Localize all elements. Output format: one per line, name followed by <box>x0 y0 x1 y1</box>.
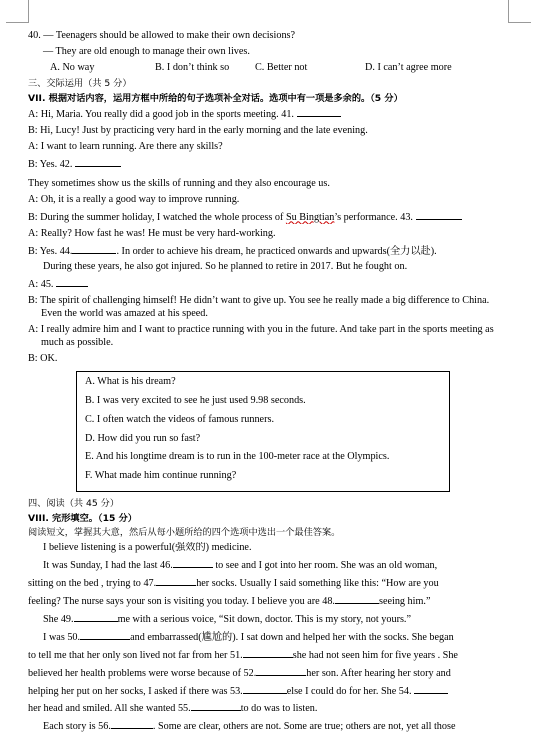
q40-option-c[interactable]: C. Better not <box>255 61 308 73</box>
answer-blank-51[interactable] <box>243 648 293 658</box>
section4-title: 四、阅读（共 45 分） <box>28 497 120 509</box>
passage-p2-line1: It was Sunday, I had the last 46. to see and I got into her room. She was an old woman, <box>43 559 438 571</box>
dialogue-narration: During these years, he also got injured. So he planned to retire in 2017. But he fought on. <box>43 261 408 273</box>
answer-blank-50[interactable] <box>80 630 130 640</box>
passage-p5: Each story is 56. . Some are clear, others are not. Some are true; others are not, yet all those <box>43 721 456 733</box>
dialogue-line-a6: A: I really admire him and I want to practice running with you in the future. And take part in the sports meeting as much as possible. <box>28 324 494 348</box>
passage-p4-line4: helping her put on her socks, I asked if there was 53. else I could do for her. She 54. <box>28 684 506 699</box>
dialogue-line-b4: B: Yes. 44. . In order to achieve his dream, he practiced onwards and upwards(全力以赴). <box>28 245 437 257</box>
answer-blank-56[interactable] <box>111 719 153 729</box>
box-option-d: D. How did you run so fast? <box>85 432 201 444</box>
q40-option-a[interactable]: A. No way <box>50 61 95 73</box>
answer-blank-53[interactable] <box>243 684 287 694</box>
q40-option-b[interactable]: B. I don’t think so <box>155 61 230 73</box>
passage-p4-line5: her head and smiled. All she wanted 55. to do was to listen. <box>28 703 318 715</box>
dialogue-line-b6: B: OK. <box>28 352 58 364</box>
box-option-b: B. I was very excited to see he just used 9.98 seconds. <box>85 395 306 407</box>
box-option-e: E. And his longtime dream is to run in the 100-meter race at the Olympics. <box>85 451 390 463</box>
passage-p4-line2: to tell me that her only son lived not far from her 51. she had not seen him for five years . She <box>28 649 458 661</box>
passage-p3: She 49. me with a serious voice, “Sit down, doctor. This is my story, not yours.” <box>43 613 411 625</box>
passage-p1: I believe listening is a powerful(强效的) medicine. <box>43 542 252 553</box>
q40-options <box>28 62 506 75</box>
passage-p2-line3: feeling? The nurse says your son is visiting you today. I believe you are 48. seeing him.” <box>28 595 431 607</box>
section8-heading: VIII. 完形填空。（15 分） <box>28 512 137 524</box>
answer-blank-55[interactable] <box>191 701 241 711</box>
answer-blank-43[interactable] <box>416 210 462 220</box>
answer-blank-52[interactable] <box>256 666 306 676</box>
answer-blank-47[interactable] <box>156 576 196 586</box>
passage-p2-line2: sitting on the bed , trying to 47. her socks. Usually I said something like this: “How are you <box>28 577 439 589</box>
answer-blank-49[interactable] <box>74 612 118 622</box>
box-option-a: A. What is his dream? <box>85 376 176 388</box>
dialogue-line-a5: A: 45. <box>28 277 506 292</box>
dialogue-line-b2: B: Yes. 42. <box>28 157 506 172</box>
box-option-f: F. What made him continue running? <box>85 470 237 482</box>
dialogue-line-b3: B: During the summer holiday, I watched the whole process of Su Bingtian’s performance. 43. <box>28 210 506 225</box>
sentence-options-box <box>76 371 450 492</box>
answer-blank-42[interactable] <box>75 157 121 167</box>
page-corner-mark-right <box>508 0 531 23</box>
cloze-instruction: 阅读短文，掌握其大意，然后从每小题所给的四个选项中选出一个最佳答案。 <box>28 527 341 539</box>
answer-blank-54[interactable] <box>414 684 448 694</box>
dialogue-line-a3: A: Oh, it is a really a good way to improve running. <box>28 193 240 205</box>
q40-option-d[interactable]: D. I can’t agree more <box>365 61 452 73</box>
dialogue-line-a2: A: I want to learn running. Are there any skills? <box>28 141 223 153</box>
dialogue-intro: They sometimes show us the skills of running and they also encourage us. <box>28 177 330 189</box>
q40-prompt: 40. — Teenagers should be allowed to make their own decisions? <box>28 30 296 41</box>
answer-blank-48[interactable] <box>335 594 379 604</box>
section7-heading: VII. 根据对话内容，运用方框中所给的句子选项补全对话。选项中有一项是多余的。（5 分） <box>28 92 403 104</box>
page-corner-mark-left <box>6 0 29 23</box>
name-su-bingtian: Su Bingtian <box>285 211 335 223</box>
passage-p4-line1: I was 50. and embarrassed(尴尬的). I sat down and helped her with the socks. She began <box>43 631 454 643</box>
q40-reply: — They are old enough to manage their own lives. <box>43 45 250 57</box>
box-option-c: C. I often watch the videos of famous runners. <box>85 413 274 425</box>
answer-blank-45[interactable] <box>56 277 88 287</box>
section3-title: 三、交际运用（共 5 分） <box>28 77 132 89</box>
answer-blank-44[interactable] <box>72 244 116 254</box>
exam-page <box>28 30 506 737</box>
dialogue-line-b5: B: The spirit of challenging himself! He didn’t want to give up. You see he really made a big difference to China. Even the world was amazed at his speed. <box>28 295 490 320</box>
answer-blank-41[interactable] <box>297 107 341 117</box>
answer-blank-46[interactable] <box>173 558 213 568</box>
dialogue-line-a4: A: Really? How fast he was! He must be very hard-working. <box>28 227 276 239</box>
dialogue-line-a1: A: Hi, Maria. You really did a good job in the sports meeting. 41. <box>28 107 506 122</box>
passage-p4-line3: believed her health problems were worse because of 52. her son. After hearing her story and <box>28 667 451 679</box>
dialogue-line-b1: B: Hi, Lucy! Just by practicing very hard in the early morning and the late evening. <box>28 125 368 137</box>
